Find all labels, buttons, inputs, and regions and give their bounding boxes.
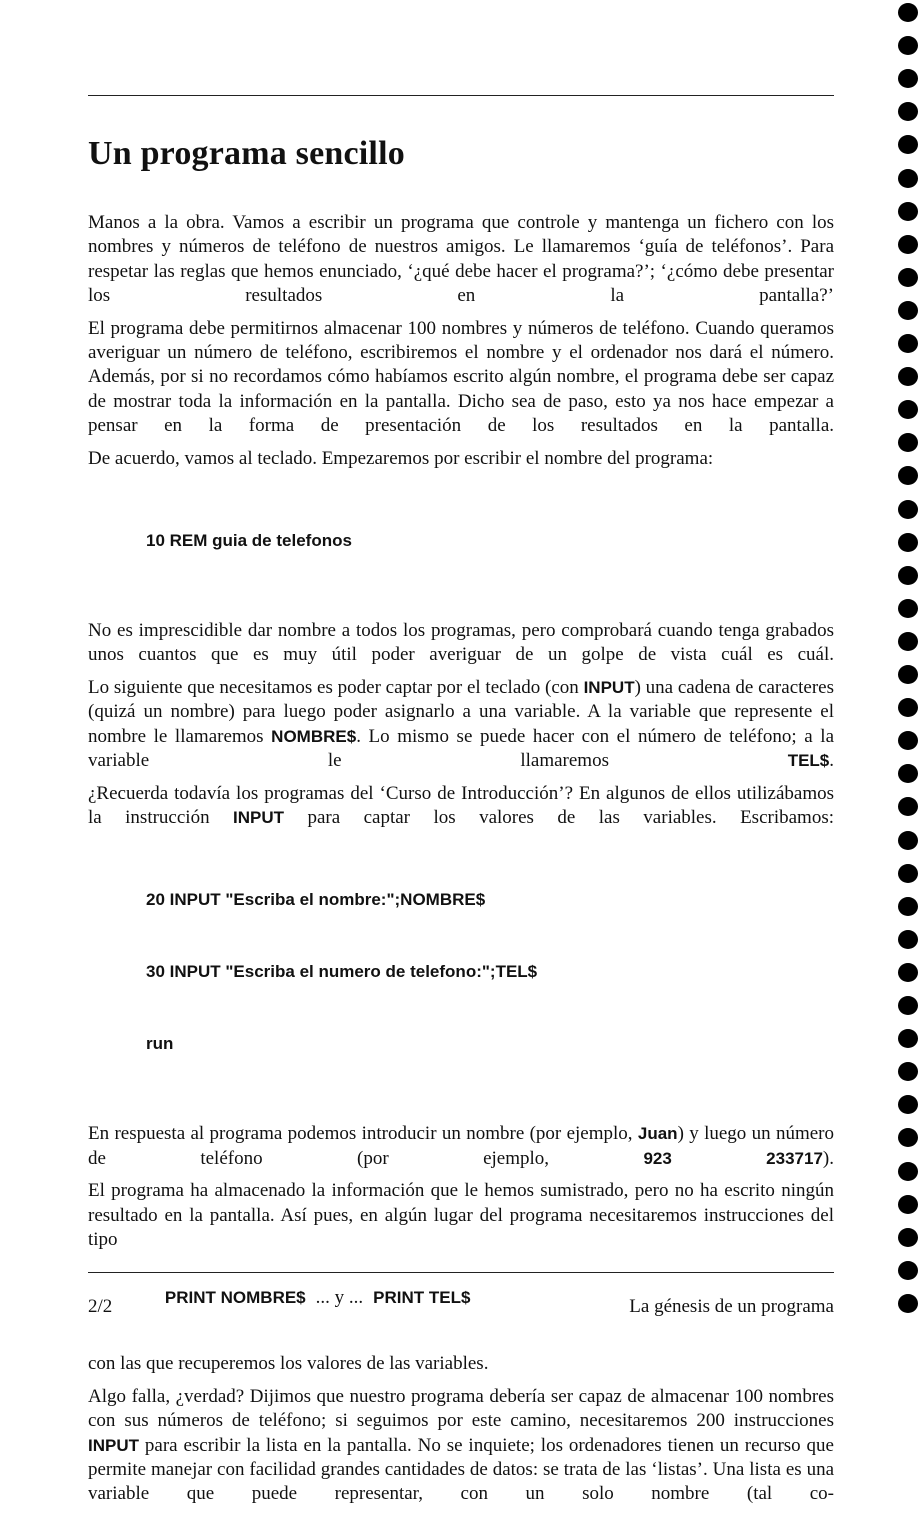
- binder-hole-icon: [898, 301, 918, 320]
- paragraph-3: De acuerdo, vamos al teclado. Empezaremos por escribir el nombre del programa:: [88, 447, 714, 469]
- page-number: 2/2: [88, 1296, 113, 1317]
- binder-hole-icon: [898, 731, 918, 750]
- paragraph-6: [88, 782, 834, 831]
- header-rule: [88, 95, 834, 96]
- text-run: ) una cadena de caracteres (quizá un nombre) para luego poder asignarlo a una variable. A la variable que represente el nombre le llamaremos: [88, 676, 834, 747]
- binder-hole-icon: [898, 930, 918, 949]
- keyword: INPUT: [583, 677, 635, 697]
- binder-hole-icon: [898, 566, 918, 585]
- text-run: ¿Recuerda todavía los programas del ‘Curso de Introducción’? En algunos de ellos utilizábamos la instrucción: [88, 782, 834, 828]
- binder-holes: [898, 0, 924, 1334]
- text-run: Lo siguiente que necesitamos es poder captar por el teclado (con: [88, 676, 584, 698]
- text-run: .: [829, 750, 834, 772]
- binder-hole-icon: [898, 1195, 918, 1214]
- keyword: Juan: [637, 1124, 678, 1144]
- binder-hole-icon: [898, 1261, 918, 1280]
- binder-hole-icon: [898, 963, 918, 982]
- binder-hole-icon: [898, 367, 918, 386]
- binder-hole-icon: [898, 533, 918, 552]
- text-run: En respuesta al programa podemos introducir un nombre (por ejemplo,: [88, 1123, 638, 1145]
- keyword: TEL$: [787, 751, 830, 771]
- binder-hole-icon: [898, 897, 918, 916]
- binder-hole-icon: [898, 102, 918, 121]
- binder-hole-icon: [898, 1162, 918, 1181]
- binder-hole-icon: [898, 1062, 918, 1081]
- text-run: para escribir la lista en la pantalla. No se inquiete; los ordenadores tienen un recurso que permite manejar con facilidad grandes cantidades de datos: se trata de las ‘listas’. Una lista es una variable que puede representar, con un solo nombre (tal co-: [88, 1434, 834, 1505]
- paragraph-2: El programa debe permitirnos almacenar 100 nombres y números de teléfono. Cuando queramos averiguar un número de teléfono, escribiremos el nombre y el ordenador nos dará el número. Además, por si no recordamos cómo habíamos escrito algún nombre, el programa debe ser capaz de mostrar toda la información en la pantalla. Dicho sea de paso, esto ya nos hace empezar a pensar en la forma de presentación de los resultados en la pantalla.: [88, 317, 834, 437]
- page-body: [88, 211, 834, 1515]
- binder-hole-icon: [898, 433, 918, 452]
- text-run: . Lo mismo se puede hacer con el número de teléfono; a la variable le llamaremos: [88, 725, 834, 772]
- footer-rule: [88, 1272, 834, 1273]
- binder-hole-icon: [898, 764, 918, 783]
- binder-hole-icon: [898, 996, 918, 1015]
- binder-hole-icon: [898, 632, 918, 651]
- binder-hole-icon: [898, 135, 918, 154]
- binder-hole-icon: [898, 500, 918, 519]
- paragraph-10: [88, 1385, 834, 1507]
- code-fragment: PRINT NOMBRE$: [164, 1288, 306, 1308]
- binder-hole-icon: [898, 797, 918, 816]
- binder-hole-icon: [898, 1095, 918, 1114]
- keyword: 923 233717: [643, 1148, 823, 1168]
- binder-hole-icon: [898, 1128, 918, 1147]
- binder-hole-icon: [898, 698, 918, 717]
- code-line: 20 INPUT "Escriba el nombre:";NOMBRE$: [146, 890, 486, 910]
- code-separator: ... y ...: [315, 1287, 364, 1309]
- binder-hole-icon: [898, 599, 918, 618]
- binder-hole-icon: [898, 334, 918, 353]
- code-block-1: [146, 481, 834, 601]
- binder-hole-icon: [898, 1228, 918, 1247]
- binder-hole-icon: [898, 1029, 918, 1048]
- binder-hole-icon: [898, 268, 918, 287]
- paragraph-9: con las que recuperemos los valores de las variables.: [88, 1353, 489, 1375]
- binder-hole-icon: [898, 3, 918, 22]
- running-footer: La génesis de un programa: [629, 1296, 834, 1317]
- keyword: NOMBRE$: [271, 726, 357, 746]
- paragraph-7: [88, 1122, 834, 1171]
- paragraph-4: No es imprescidible dar nombre a todos los programas, pero comprobará cuando tenga grabados unos cuantos que es muy útil poder averiguar de un golpe de vista cuál es cuál.: [88, 620, 834, 666]
- text-run: para captar los valores de las variables. Escribamos:: [284, 806, 834, 828]
- text-run: ).: [822, 1147, 834, 1169]
- binder-hole-icon: [898, 202, 918, 221]
- binder-hole-icon: [898, 235, 918, 254]
- binder-hole-icon: [898, 69, 918, 88]
- keyword: INPUT: [88, 1435, 139, 1455]
- code-fragment: PRINT TEL$: [373, 1288, 471, 1308]
- binder-hole-icon: [898, 665, 918, 684]
- text-run: Algo falla, ¿verdad? Dijimos que nuestro programa debería ser capaz de almacenar 100 nombres con sus números de teléfono; si seguimos por este camino, necesitaremos 200 instrucciones: [88, 1385, 834, 1432]
- code-block-2: [146, 840, 834, 1104]
- binder-hole-icon: [898, 466, 918, 485]
- code-line: 30 INPUT "Escriba el numero de telefono:";TEL$: [146, 962, 538, 982]
- binder-hole-icon: [898, 169, 918, 188]
- binder-hole-icon: [898, 1294, 918, 1313]
- binder-hole-icon: [898, 400, 918, 419]
- keyword: INPUT: [233, 807, 285, 827]
- code-line: 10 REM guia de telefonos: [146, 531, 352, 551]
- paragraph-1: Manos a la obra. Vamos a escribir un programa que controle y mantenga un fichero con los nombres y números de teléfono de nuestros amigos. Le llamaremos ‘guía de teléfonos’. Para respetar las reglas que hemos enunciado, ‘¿qué debe hacer el programa?’; ‘¿cómo debe presentar los resultados en la pantalla?’: [88, 212, 834, 307]
- page-title: Un programa sencillo: [88, 135, 405, 172]
- text-run: ) y luego un número de teléfono (por ejemplo,: [88, 1123, 834, 1169]
- binder-hole-icon: [898, 36, 918, 55]
- binder-hole-icon: [898, 831, 918, 850]
- code-line: run: [146, 1034, 174, 1054]
- paragraph-8: El programa ha almacenado la información que le hemos sumistrado, pero no ha escrito ningún resultado en la pantalla. Así pues, en algún lugar del programa necesitaremos instrucciones del tipo: [88, 1180, 834, 1250]
- binder-hole-icon: [898, 864, 918, 883]
- paragraph-5: [88, 676, 834, 774]
